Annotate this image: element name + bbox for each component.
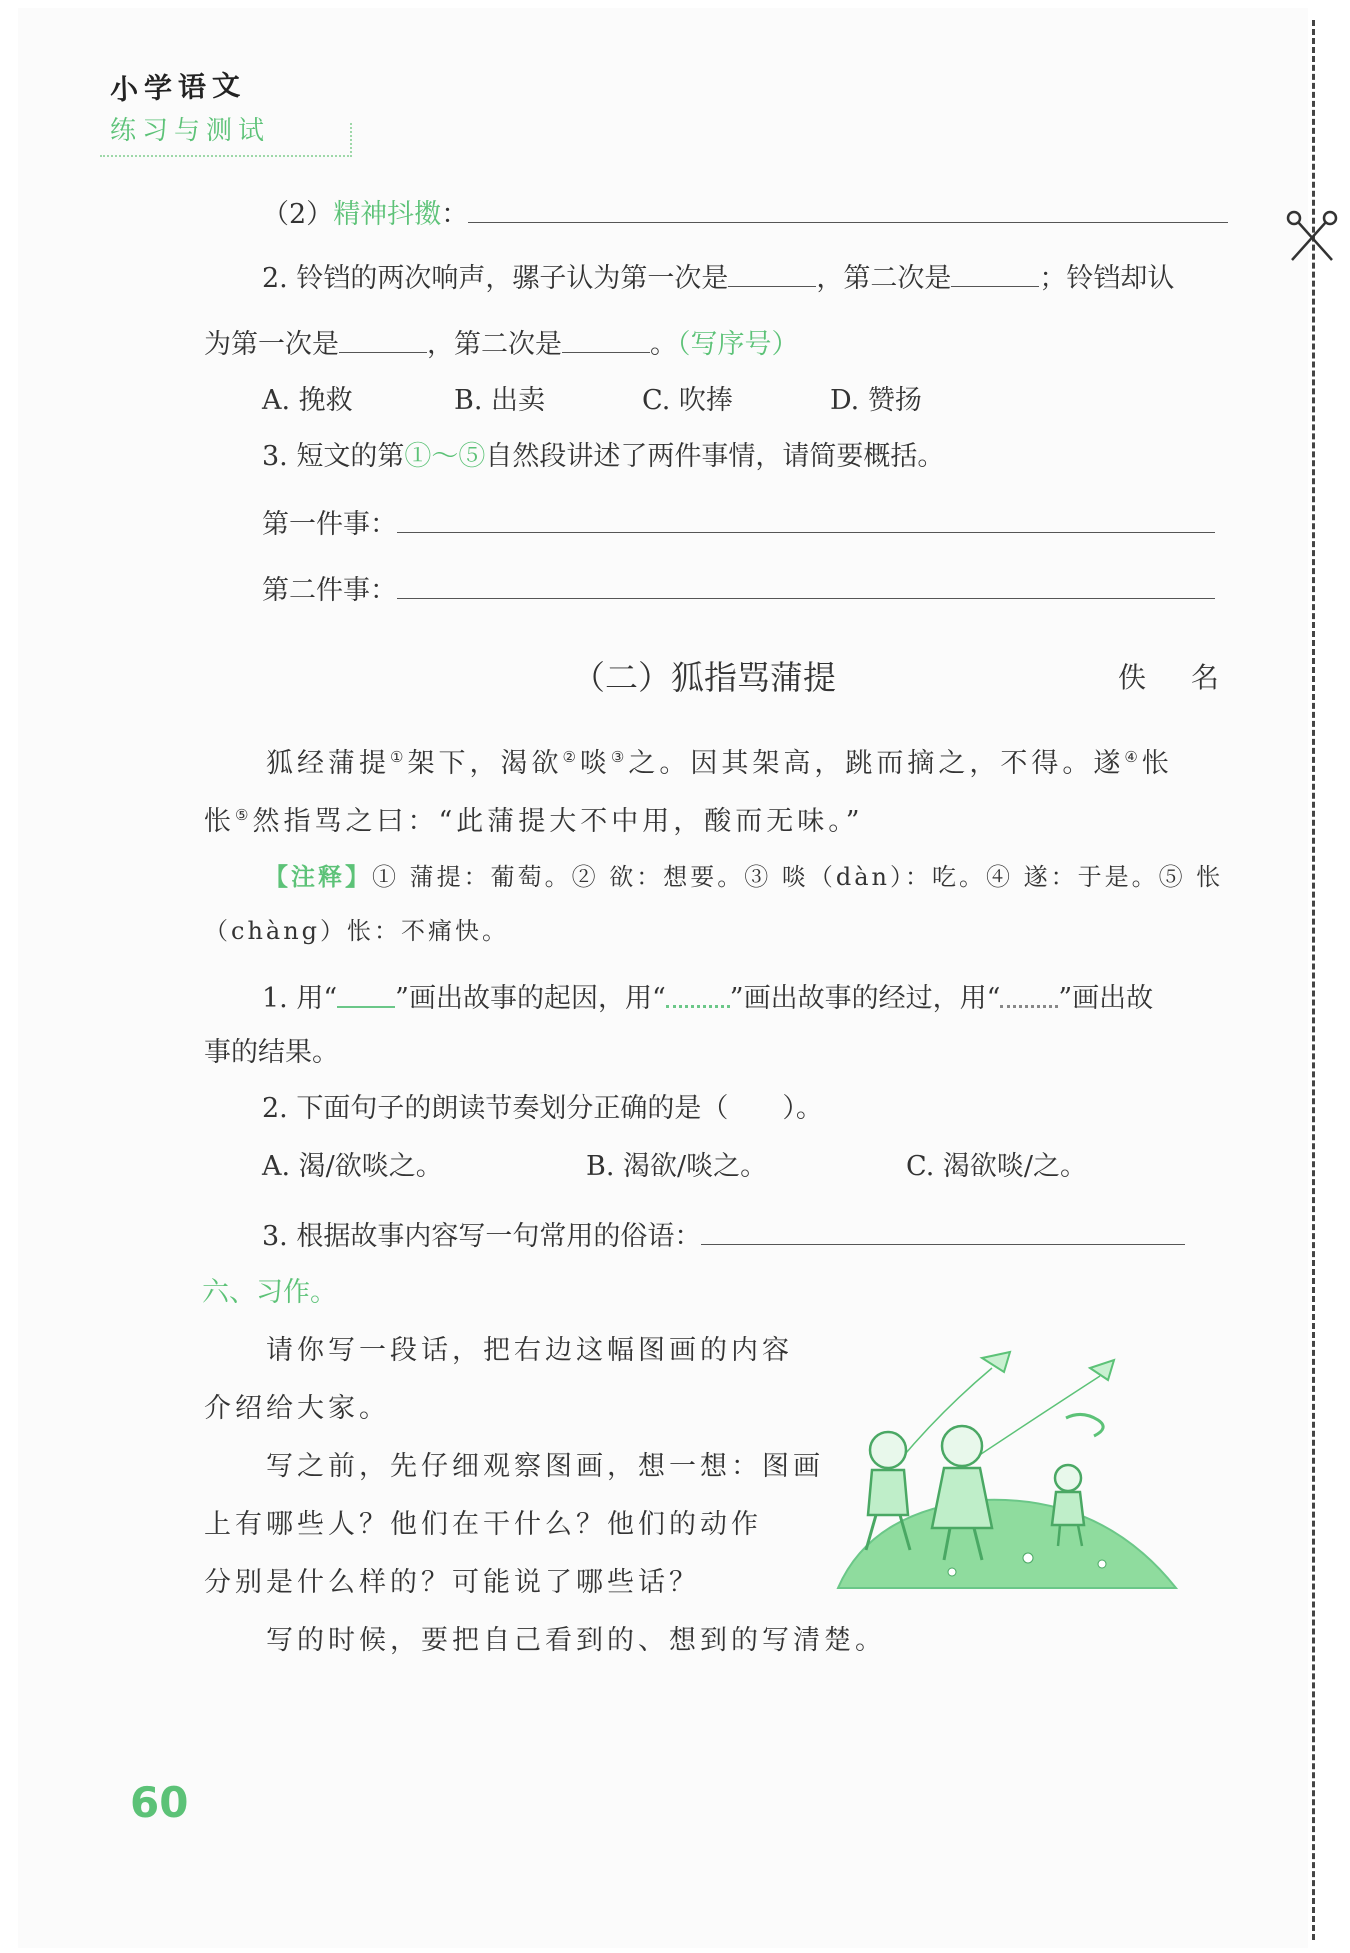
- passage-line1: [266, 740, 1173, 781]
- header-frame: [100, 123, 352, 157]
- composition-line4: 上有哪些人？他们在干什么？他们的动作: [204, 1509, 762, 1540]
- composition-line2: 介绍给大家。: [204, 1393, 390, 1424]
- text: ，第二次是: [427, 329, 562, 360]
- answer-line[interactable]: [397, 572, 1215, 599]
- text: 狐经蒲提: [266, 748, 390, 779]
- cut-line: [1312, 20, 1315, 1940]
- bell-question-line2: [204, 328, 799, 362]
- text: 啖: [579, 748, 611, 779]
- q2-prefix: （2）: [262, 199, 334, 230]
- notes-label: 【注释】: [264, 863, 372, 891]
- q2-word-line: [262, 196, 1228, 232]
- text: 为第一次是: [204, 329, 339, 360]
- composition-heading: 六、习作。: [202, 1277, 337, 1308]
- note-mark: ②: [562, 748, 580, 766]
- notes-line1: [264, 860, 1223, 894]
- text: 架下，渴欲: [407, 748, 563, 779]
- page-number: 60: [130, 1778, 189, 1827]
- answer-line[interactable]: [397, 506, 1215, 533]
- note-mark: ①: [390, 748, 408, 766]
- s2-q2-option-b: B. 渴欲/啖之。: [586, 1151, 768, 1182]
- text: 2. 铃铛的两次响声，骡子认为第一次是: [262, 263, 729, 294]
- text: 怅: [1141, 748, 1173, 779]
- s2-q3-line: [262, 1218, 1185, 1254]
- bell-question-line1: [262, 262, 1174, 296]
- notes-line2: （chàng）怅：不痛快。: [204, 917, 510, 945]
- q2-colon: ：: [441, 199, 469, 230]
- s2-q2-option-c: C. 渴欲啖/之。: [906, 1151, 1087, 1182]
- blank-3[interactable]: [339, 330, 427, 353]
- text: ① 蒲提：葡萄。② 欲：想要。③ 啖（dàn）：吃。④ 遂：于是。⑤ 怅: [372, 863, 1224, 891]
- hint: （写序号）: [677, 329, 799, 360]
- text: ”画出故事的起因，用“: [395, 983, 666, 1014]
- composition-line1: 请你写一段话，把右边这幅图画的内容: [266, 1335, 793, 1366]
- text: 然指骂之曰：“此蒲提大不中用，酸而无味。”: [252, 806, 864, 837]
- note-mark: ③: [610, 748, 629, 766]
- blank-4[interactable]: [562, 330, 650, 353]
- note-mark: ⑤: [235, 806, 253, 824]
- note-mark: ④: [1124, 748, 1142, 766]
- blank-2[interactable]: [951, 264, 1039, 287]
- s2-q2-option-a: A. 渴/欲啖之。: [262, 1151, 443, 1182]
- s2-q1-line2: 事的结果。: [204, 1037, 339, 1068]
- text: 3. 短文的第: [262, 441, 405, 472]
- label: 第二件事：: [262, 575, 397, 606]
- composition-line3: 写之前，先仔细观察图画，想一想：图画: [266, 1451, 824, 1482]
- first-event-line: [262, 506, 1215, 542]
- wavy-line-mark: [666, 991, 730, 1008]
- text: ”画出故: [1058, 983, 1154, 1014]
- s2-q1-line1: [262, 982, 1153, 1016]
- option-b: B. 出卖: [454, 385, 546, 416]
- composition-line5: 分别是什么样的？可能说了哪些话？: [204, 1567, 700, 1598]
- text: 之。因其架高，跳而摘之，不得。遂: [628, 748, 1125, 779]
- dotted-line-mark: [1000, 991, 1058, 1008]
- text: 怅: [204, 806, 235, 837]
- answer-line[interactable]: [701, 1218, 1185, 1245]
- straight-line-mark: [337, 992, 395, 1008]
- text: ；铃铛却认: [1039, 263, 1175, 294]
- option-a: A. 挽救: [262, 385, 353, 416]
- text: 。: [650, 329, 677, 360]
- text: 3. 根据故事内容写一句常用的俗语：: [262, 1221, 702, 1252]
- option-c: C. 吹捧: [642, 385, 733, 416]
- text: ”画出故事的经过，用“: [729, 983, 1001, 1014]
- option-d: D. 赞扬: [830, 385, 922, 416]
- paragraph-range: ①～⑤: [404, 441, 486, 472]
- passage-line2: [204, 798, 864, 839]
- passage-author: 佚 名: [1118, 661, 1237, 694]
- scissors-icon: [1286, 204, 1338, 264]
- text: ，第二次是: [816, 263, 952, 294]
- text: 1. 用“: [262, 983, 338, 1014]
- label: 第一件事：: [262, 509, 397, 540]
- blank-1[interactable]: [728, 264, 816, 287]
- composition-line6: 写的时候，要把自己看到的、想到的写清楚。: [266, 1625, 886, 1656]
- second-event-line: [262, 572, 1215, 608]
- answer-line[interactable]: [468, 196, 1228, 223]
- q2-word: 精神抖擞: [333, 199, 442, 230]
- header-title: 小学语文: [109, 68, 247, 107]
- kite-flying-illustration: [832, 1350, 1182, 1595]
- header-subtitle: 练习与测试: [110, 116, 271, 146]
- text: 自然段讲述了两件事情，请简要概括。: [485, 441, 945, 472]
- s2-q2: 2. 下面句子的朗读节奏划分正确的是（ ）。: [262, 1093, 823, 1124]
- passage-title: （二）狐指骂蒲提: [572, 658, 836, 697]
- q3-line: [262, 440, 944, 474]
